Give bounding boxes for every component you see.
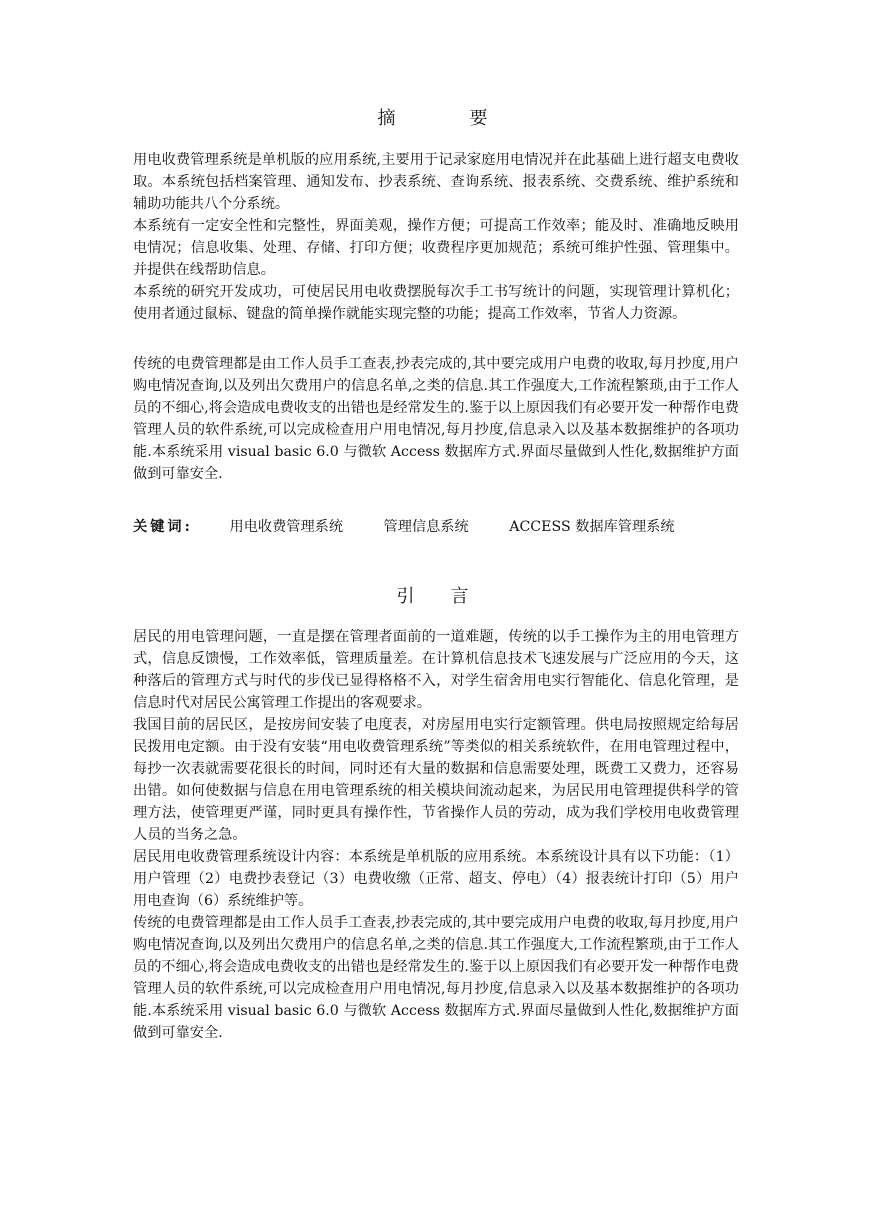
abstract-heading-right: 要 (469, 108, 492, 129)
abstract-paragraph-3: 本系统的研究开发成功，可使居民用电收费摆脱每次手工书写统计的问题，实现管理计算机化；使用者通过鼠标、键盘的简单操作就能实现完整的功能；提高工作效率，节省人力资源。 (133, 284, 739, 322)
abstract-paragraph-2: 本系统有一定安全性和完整性，界面美观，操作方便；可提高工作效率；能及时、准确地反映用电情况；信息收集、处理、存储、打印方便；收费程序更加规范；系统可维护性强、管理集中。并提供在线帮助信息。 (133, 218, 739, 278)
abstract-traditional-body (133, 353, 739, 485)
abstract-heading-left: 摘 (377, 108, 400, 129)
introduction-paragraph-2: 我国目前的居民区，是按房间安装了电度表，对房屋用电实行定额管理。供电局按照规定给每居民拨用电定额。由于没有安装“用电收费管理系统”等类似的相关系统软件，在用电管理过程中，每抄一次表就需要花很长的时间，同时还有大量的数据和信息需要处理，既费工又费力，还容易出错。如何使数据与信息在用电管理系统的相关模块间流动起来，为居民用电管理提供科学的管理方法，使管理更严谨，同时更具有操作性，节省操作人员的劳动，成为我们学校用电收费管理人员的当务之急。 (133, 717, 739, 843)
abstract-paragraph-1: 用电收费管理系统是单机版的应用系统,主要用于记录家庭用电情况并在此基础上进行超支电费收取。本系统包括档案管理、通知发布、抄表系统、查询系统、报表系统、交费系统、维护系统和辅助功能共八个分系统。 (133, 152, 739, 212)
introduction-paragraph-1: 居民的用电管理问题，一直是摆在管理者面前的一道难题，传统的以手工操作为主的用电管理方式，信息反馈慢，工作效率低，管理质量差。在计算机信息技术飞速发展与广泛应用的今天，这种落后的管理方式与时代的步伐已显得格格不入，对学生宿舍用电实行智能化、信息化管理，是信息时代对居民公寓管理工作提出的客观要求。 (133, 629, 739, 711)
keywords-line (133, 516, 753, 538)
keyword-item-3: ACCESS 数据库管理系统 (509, 519, 675, 535)
abstract-traditional-paragraph: 传统的电费管理都是由工作人员手工查表,抄表完成的,其中要完成用户电费的收取,每月抄度,用户购电情况查询,以及列出欠费用户的信息名单,之类的信息.其工作强度大,工作流程繁琐,由于工作人员的不细心,将会造成电费收支的出错也是经常发生的.鉴于以上原因我们有必要开发一种帮作电费管理人员的软件系统,可以完成检查用户用电情况,每月抄度,信息录入以及基本数据维护的各项功能.本系统采用 visual basic 6.0 与微软 Access 数据库方式.界面尽量做到人性化,数据维护方面做到可靠安全. (133, 356, 739, 482)
introduction-paragraph-3: 居民用电收费管理系统设计内容：本系统是单机版的应用系统。本系统设计具有以下功能：（1）用户管理（2）电费抄表登记（3）电费收缴（正常、超支、停电）（4）报表统计打印（5）用户用电查询（6）系统维护等。 (133, 849, 739, 909)
keyword-item-1: 用电收费管理系统 (229, 519, 344, 535)
introduction-body (133, 626, 739, 1044)
abstract-body (133, 149, 739, 325)
introduction-paragraph-4: 传统的电费管理都是由工作人员手工查表,抄表完成的,其中要完成用户电费的收取,每月抄度,用户购电情况查询,以及列出欠费用户的信息名单,之类的信息.其工作强度大,工作流程繁琐,由于工作人员的不细心,将会造成电费收支的出错也是经常发生的.鉴于以上原因我们有必要开发一种帮作电费管理人员的软件系统,可以完成检查用户用电情况,每月抄度,信息录入以及基本数据维护的各项功能.本系统采用 visual basic 6.0 与微软 Access 数据库方式.界面尽量做到人性化,数据维护方面做到可靠安全. (133, 915, 739, 1041)
keywords-label: 关键词: (133, 519, 193, 535)
introduction-heading-left: 引 (396, 586, 419, 607)
introduction-heading (0, 582, 869, 608)
introduction-heading-right: 言 (450, 586, 473, 607)
keyword-item-2: 管理信息系统 (383, 519, 469, 535)
abstract-heading (0, 104, 869, 130)
